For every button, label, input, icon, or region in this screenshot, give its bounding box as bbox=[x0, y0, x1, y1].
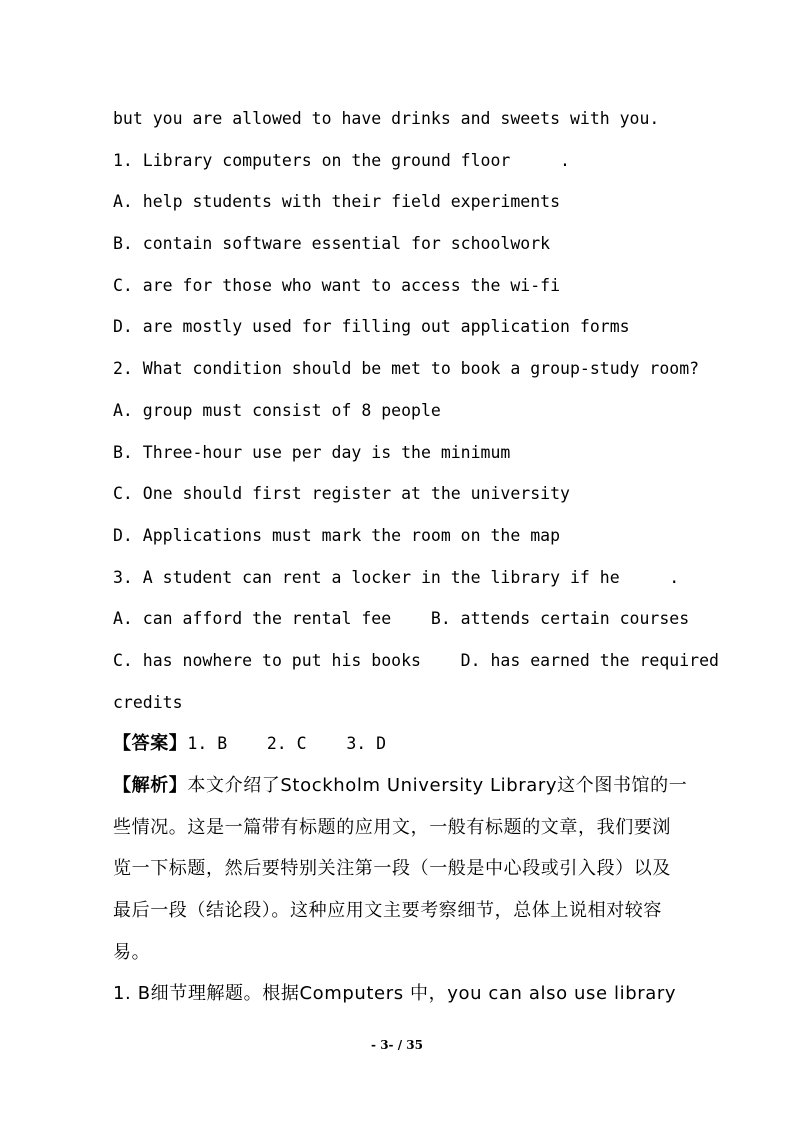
page-number: - 3- / 35 bbox=[371, 1038, 423, 1052]
question-2-stem: 2. What condition should be met to book a group-study room? bbox=[113, 359, 700, 379]
analysis-label: 【解析】 bbox=[113, 775, 188, 796]
question-1-option-b: B. contain software essential for schoolwork bbox=[113, 234, 551, 254]
question-3-options-cd-continued: credits bbox=[113, 692, 183, 712]
analysis-text-1: 本文介绍了Stockholm University Library这个图书馆的一 bbox=[187, 775, 688, 796]
question-1-option-a: A. help students with their field experiments bbox=[113, 192, 561, 212]
question-3-stem: 3. A student can rent a locker in the library if he . bbox=[113, 567, 680, 587]
question-2-option-c: C. One should first register at the university bbox=[113, 484, 570, 504]
text-line: but you are allowed to have drinks and sweets with you. bbox=[113, 109, 660, 128]
question-3-options-cd: C. has nowhere to put his books D. has earned the required bbox=[113, 650, 719, 670]
analysis-line-4: 最后一段（结论段）。这种应用文主要考察细节，总体上说相对较容 bbox=[113, 900, 662, 922]
question-1-option-c: C. are for those who want to access the wi-fi bbox=[113, 275, 561, 295]
answer-label: 【答案】 bbox=[113, 733, 188, 755]
answer-line bbox=[113, 729, 693, 771]
question-2-option-a: A. group must consist of 8 people bbox=[113, 400, 441, 420]
page-content bbox=[113, 104, 719, 1021]
analysis-line-1 bbox=[113, 771, 693, 813]
detail-explanation-line: 1. B细节理解题。根据Computers 中，you can also use library bbox=[113, 983, 677, 1005]
question-1-option-d: D. are mostly used for filling out application forms bbox=[113, 317, 630, 337]
analysis-line-2: 些情况。这是一篇带有标题的应用文，一般有标题的文章，我们要浏 bbox=[113, 816, 671, 838]
question-1-stem: 1. Library computers on the ground floor . bbox=[113, 150, 570, 170]
answer-text: 1. B 2. C 3. D bbox=[187, 734, 387, 754]
question-2-option-b: B. Three-hour use per day is the minimum bbox=[113, 442, 511, 462]
analysis-line-3: 览一下标题，然后要特别关注第一段（一般是中心段或引入段）以及 bbox=[113, 858, 671, 880]
analysis-line-5: 易。 bbox=[113, 941, 151, 963]
question-2-option-d: D. Applications must mark the room on the map bbox=[113, 525, 561, 545]
question-3-options-ab: A. can afford the rental fee B. attends certain courses bbox=[113, 609, 690, 629]
